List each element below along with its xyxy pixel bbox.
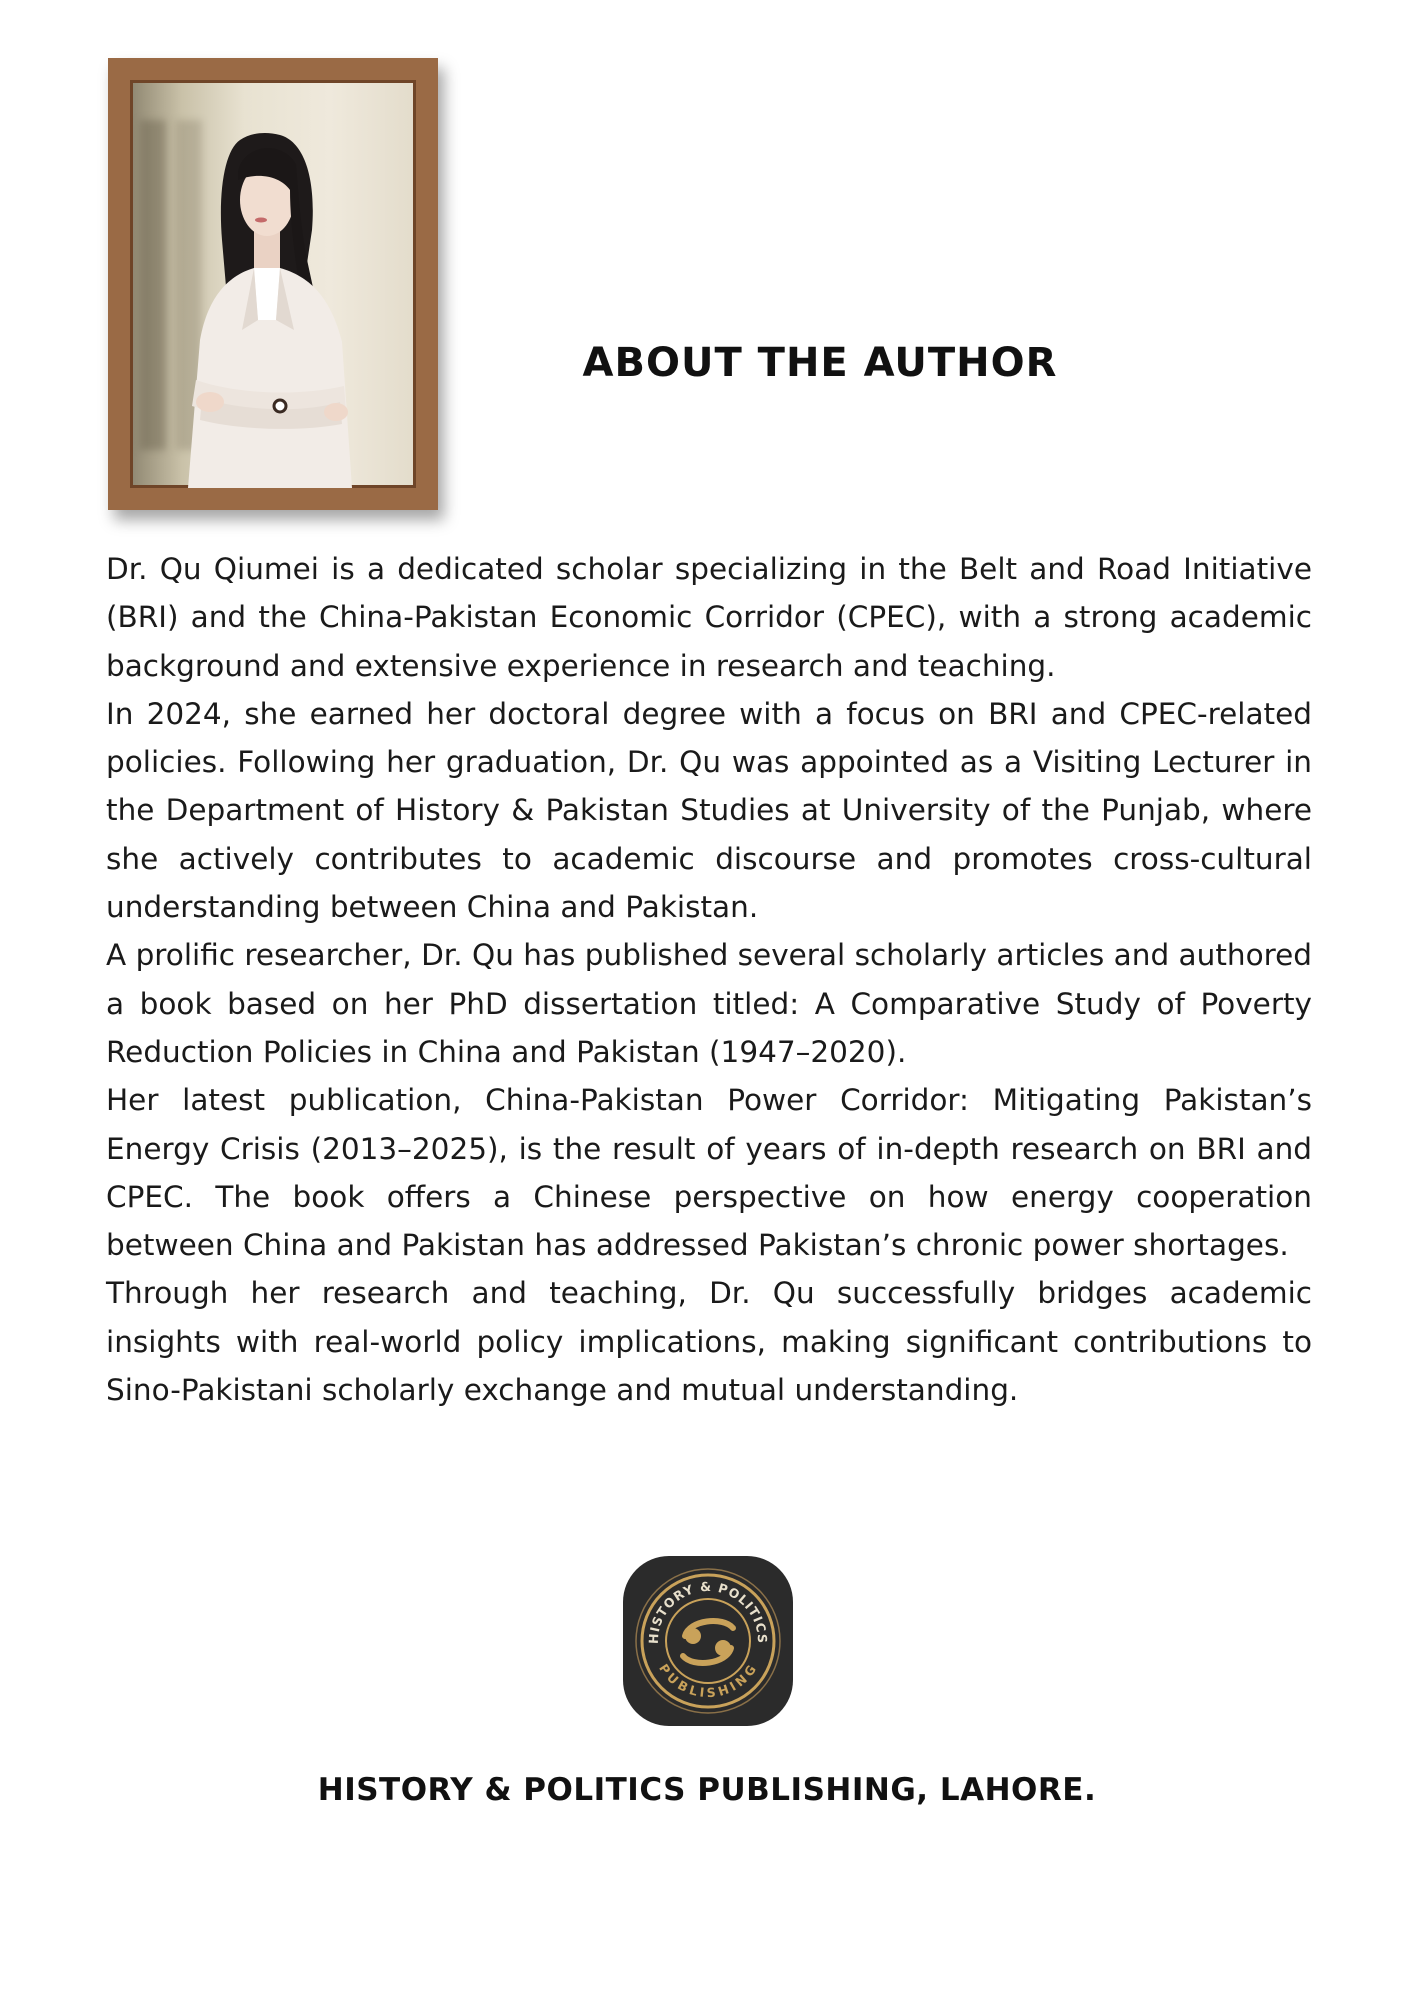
publisher-logo — [623, 1556, 793, 1726]
bio-paragraph: In 2024, she earned her doctoral degree with a focus on BRI and CPEC-related policies. Following her graduation, Dr. Qu was appointed as a Visiting Lecturer in the Department of History & Pakistan Studies at University of the Punjab, where she actively contributes to academic discourse and promotes cross-cultural understanding between China and Pakistan. — [106, 696, 1312, 925]
logo-top-text: HISTORY & POLITICS — [645, 1578, 771, 1645]
author-biography — [106, 545, 1312, 1414]
author-photo-illustration — [130, 80, 416, 488]
bio-paragraph: Her latest publication, China-Pakistan Power Corridor: Mitigating Pakistan’s Energy Crisis (2013–2025), is the result of years of in-depth research on BRI and CPEC. The book offers a Chinese perspective on how energy cooperation between China and Pakistan has addressed Pakistan’s chronic power shortages. — [106, 1083, 1312, 1263]
author-portrait-frame — [108, 58, 438, 510]
bio-paragraph: Dr. Qu Qiumei is a dedicated scholar specializing in the Belt and Road Initiative (BRI) and the China-Pakistan Economic Corridor (CPEC), with a strong academic background and extensive experience in research and teaching. — [106, 552, 1312, 683]
logo-bottom-text: PUBLISHING — [656, 1661, 760, 1701]
publisher-seal — [623, 1556, 793, 1726]
page-title: ABOUT THE AUTHOR — [582, 340, 1058, 386]
author-portrait — [130, 80, 416, 488]
bio-paragraph: A prolific researcher, Dr. Qu has published several scholarly articles and authored a book based on her PhD dissertation titled: A Comparative Study of Poverty Reduction Policies in China and Pakistan (1947–2020). — [106, 938, 1312, 1069]
bio-paragraph: Through her research and teaching, Dr. Qu successfully bridges academic insights with real-world policy implications, making significant contributions to Sino-Pakistani scholarly exchange and mutual understanding. — [106, 1276, 1312, 1408]
publisher-name: HISTORY & POLITICS PUBLISHING, LAHORE. — [317, 1772, 1097, 1808]
